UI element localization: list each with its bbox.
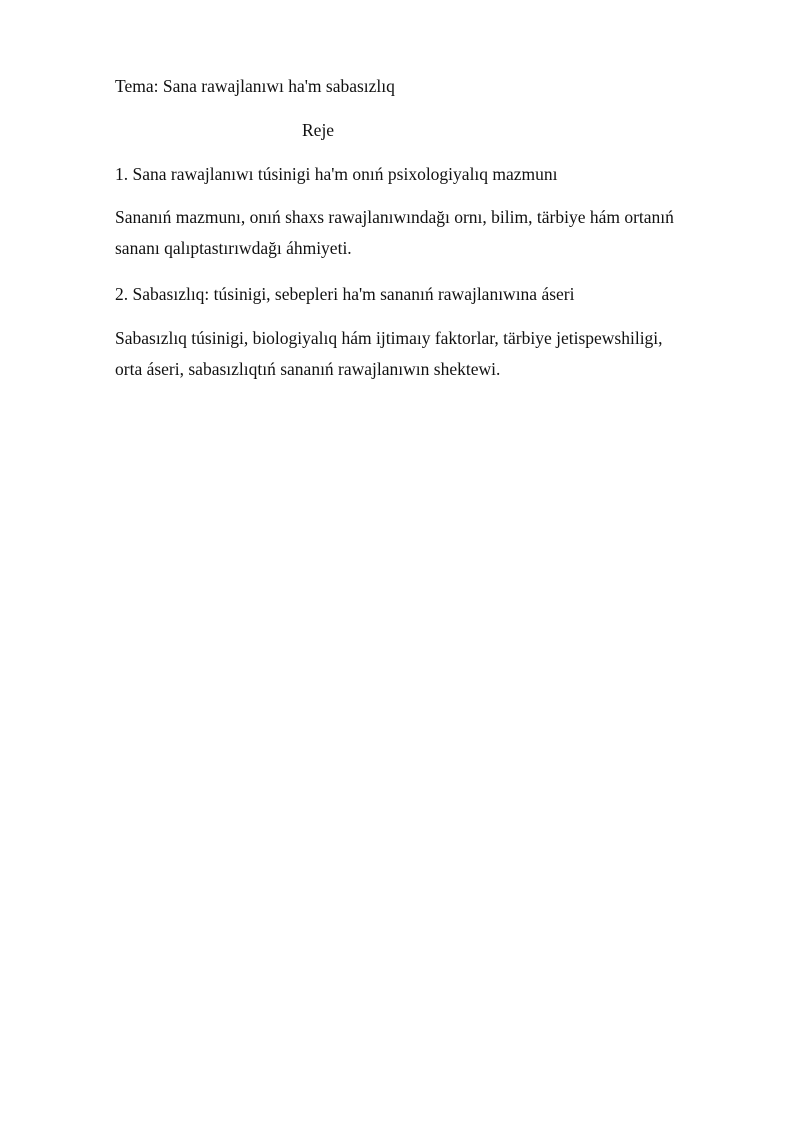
section-2-body-line-1: Sabasızlıq túsinigi, biologiyalıq hám ijtimaıy faktorlar, tärbiye jetispewshiligi, (115, 328, 663, 348)
plan-heading: Reje (302, 120, 335, 140)
section-1-body-line-1: Sananıń mazmunı, onıń shaxs rawajlanıwındağı ornı, bilim, tärbiye hám ortanıń (115, 207, 674, 227)
section-2-heading: 2. Sabasızlıq: túsinigi, sebepleri ha'm sananıń rawajlanıwına áseri (115, 284, 575, 304)
section-1-body-line-2: sananı qalıptastırıwdağı áhmiyeti. (115, 238, 352, 258)
section-2-body-line-2: orta áseri, sabasızlıqtıń sananıń rawajlanıwın shektewi. (115, 359, 501, 379)
section-1-heading: 1. Sana rawajlanıwı túsinigi ha'm onıń psixologiyalıq mazmunı (115, 164, 558, 184)
document-title: Tema: Sana rawajlanıwı ha'm sabasızlıq (115, 76, 395, 96)
